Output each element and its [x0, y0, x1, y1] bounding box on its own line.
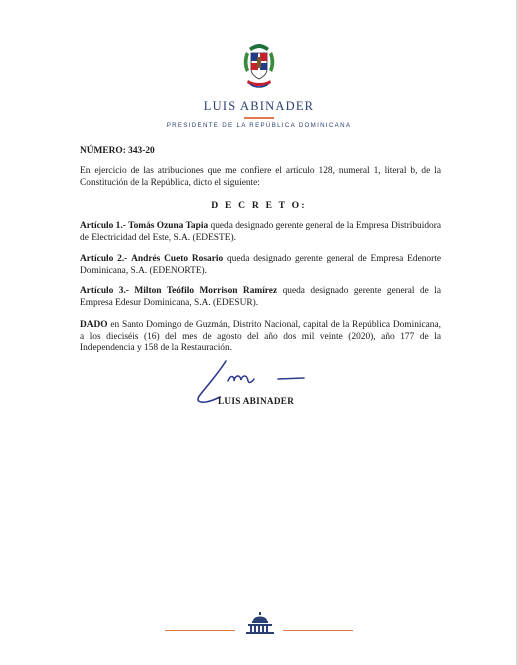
article-2-name: Andrés Cueto Rosario	[131, 254, 224, 264]
decree-number: NÚMERO: 343-20	[80, 146, 155, 156]
article-3-text: queda designado gerente general de la Empresa Edesur Dominicana, S.A. (EDESUR).	[80, 286, 442, 308]
article-1-name: Tomás Ozuna Tapia	[128, 221, 209, 231]
article-3-label: Artículo 3.-	[80, 286, 129, 296]
president-name: LUIS ABINADER	[203, 99, 315, 113]
coat-of-arms-icon	[237, 42, 281, 92]
footer-line-left	[165, 630, 235, 631]
article-1-text: queda designado gerente general de la Empresa Distribuidora de Electricidad del Este, S.A. (EDESTE).	[80, 221, 441, 243]
national-palace-icon	[245, 611, 275, 635]
signer-name: LUIS ABINADER	[218, 396, 295, 406]
article-3	[80, 286, 441, 309]
footer-line-right	[283, 630, 353, 631]
president-title: PRESIDENTE DE LA REPÚBLICA DOMINICANA	[166, 122, 352, 129]
decree-title: D E C R E T O:	[211, 200, 307, 211]
article-1-label: Artículo 1.-	[80, 221, 126, 231]
title-divider	[244, 117, 274, 119]
article-2-label: Artículo 2.-	[80, 254, 128, 264]
article-1	[80, 221, 441, 244]
dado-text: en Santo Domingo de Guzmán, Distrito Nacional, capital de la República Dominicana, a los dieciséis (16) del mes de agosto del año dos mil veinte (2020), año 177 de la Independencia y 158 de la Restauración.	[80, 320, 441, 354]
article-2-text: queda designado gerente general de Empresa Edenorte Dominicana, S.A. (EDENORTE).	[80, 254, 442, 276]
article-3-name: Milton Teófilo Morrison Ramírez	[134, 286, 278, 296]
dado-paragraph	[80, 320, 441, 355]
dado-label: DADO	[80, 320, 108, 330]
decree-intro: En ejercicio de las atribuciones que me confiere el artículo 128, numeral 1, literal b, de la Constitución de la República, dicto el siguiente:	[80, 166, 441, 188]
article-2	[80, 254, 441, 277]
